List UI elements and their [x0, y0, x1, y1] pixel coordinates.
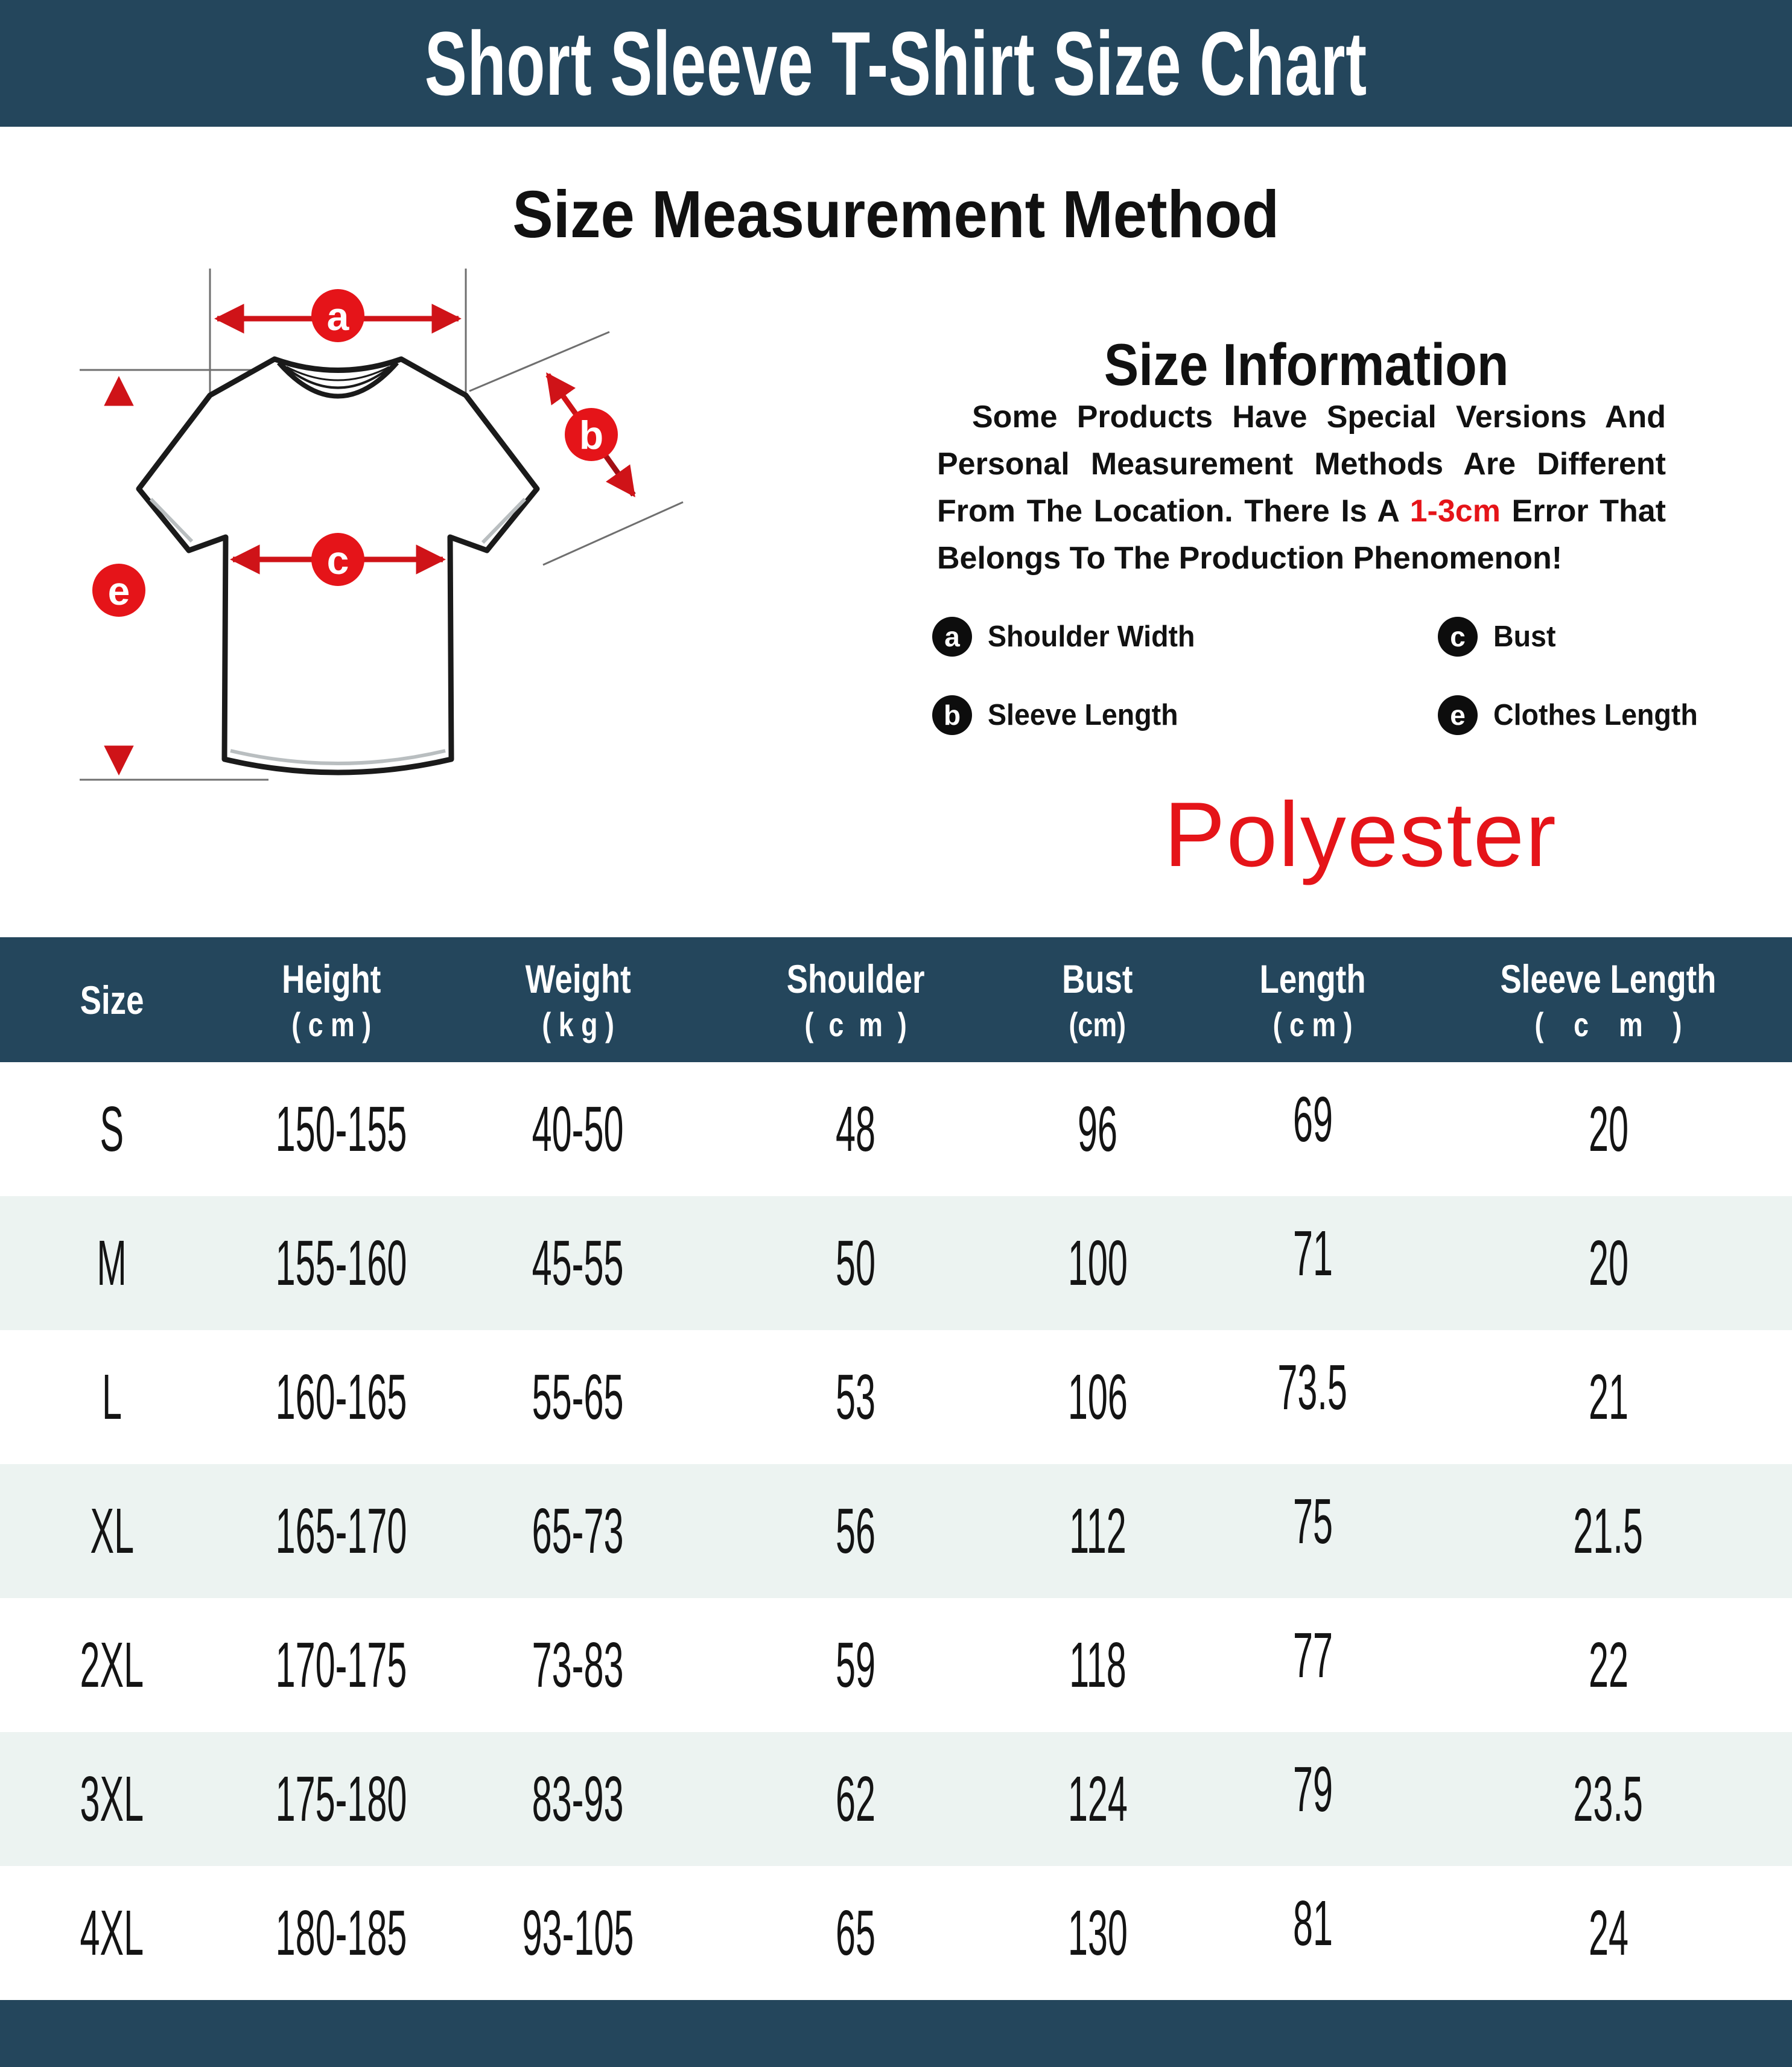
table-cell: 48	[836, 1093, 876, 1165]
table-cell: 50	[836, 1227, 876, 1299]
legend-item-e	[1438, 695, 1709, 735]
table-cell: 83-93	[532, 1763, 624, 1835]
legend-item-c	[1438, 617, 1709, 657]
table-cell: 73.5	[1277, 1351, 1348, 1423]
size-info-heading: Size Information	[1104, 331, 1509, 398]
table-cell: 130	[1067, 1897, 1128, 1969]
table-cell: 2XL	[80, 1629, 144, 1701]
table-cell: 20	[1588, 1227, 1628, 1299]
marker-e-letter: e	[107, 569, 130, 613]
table-row	[0, 1464, 1792, 1598]
header-band	[0, 0, 1792, 127]
table-cell: 23.5	[1573, 1763, 1644, 1835]
legend-label-a: Shoulder Width	[988, 620, 1195, 653]
marker-a-letter: a	[326, 294, 349, 339]
table-cell: 4XL	[80, 1897, 144, 1969]
table-cell: 3XL	[80, 1763, 144, 1835]
table-row	[0, 1866, 1792, 2000]
table-cell: 75	[1292, 1485, 1333, 1557]
table-cell: 160-165	[275, 1361, 407, 1433]
tshirt-diagram	[0, 229, 724, 869]
table-cell: 65	[836, 1897, 876, 1969]
table-cell: 53	[836, 1361, 876, 1433]
legend-key-a: a	[932, 617, 972, 657]
table-cell: 40-50	[532, 1093, 624, 1165]
size-table-body	[0, 1062, 1792, 2000]
table-row	[0, 1196, 1792, 1330]
legend-label-b: Sleeve Length	[988, 699, 1178, 731]
paragraph-line: Some Products Have Special Versions And	[972, 400, 1666, 435]
legend-label-e: Clothes Length	[1493, 699, 1698, 731]
table-cell: S	[100, 1093, 124, 1165]
legend-item-a	[932, 617, 1438, 657]
footer-band	[0, 2000, 1792, 2067]
paragraph-line: Personal Measurement Methods Are Different	[937, 447, 1666, 482]
marker-b-letter: b	[579, 413, 604, 457]
table-cell: 155-160	[275, 1227, 407, 1299]
table-cell: 106	[1067, 1361, 1128, 1433]
marker-c-letter: c	[326, 538, 349, 582]
size-table-header	[0, 937, 1792, 1062]
table-cell: 175-180	[275, 1763, 407, 1835]
size-table	[0, 937, 1792, 2000]
table-cell: 24	[1588, 1897, 1628, 1969]
col-header-height: Height ( c m )	[282, 956, 381, 1043]
table-cell: 81	[1292, 1887, 1333, 1959]
table-cell: L	[102, 1361, 122, 1433]
table-cell: 118	[1069, 1629, 1126, 1701]
table-row	[0, 1732, 1792, 1866]
table-cell: M	[97, 1227, 127, 1299]
table-cell: 77	[1292, 1619, 1333, 1691]
table-cell: 165-170	[275, 1495, 407, 1567]
table-row	[0, 1330, 1792, 1464]
table-cell: 73-83	[532, 1629, 624, 1701]
legend-key-c: c	[1438, 617, 1478, 657]
measurement-legend	[932, 617, 1709, 735]
table-cell: 45-55	[532, 1227, 624, 1299]
col-header-sleeve-length: Sleeve Length ( c m )	[1500, 956, 1717, 1043]
table-cell: 100	[1067, 1227, 1128, 1299]
table-cell: 69	[1292, 1083, 1333, 1155]
table-cell: 112	[1069, 1495, 1126, 1567]
table-cell: 93-105	[522, 1897, 634, 1969]
table-cell: 79	[1292, 1753, 1333, 1825]
col-header-size: Size	[80, 977, 144, 1022]
legend-item-b	[932, 695, 1438, 735]
page-title: Short Sleeve T-Shirt Size Chart	[424, 12, 1368, 114]
table-cell: 65-73	[532, 1495, 624, 1567]
table-cell: 170-175	[275, 1629, 407, 1701]
table-cell: 21.5	[1573, 1495, 1644, 1567]
material-label: Polyester	[1164, 783, 1557, 886]
error-range-highlight: 1-3cm	[1409, 494, 1501, 529]
table-cell: 62	[836, 1763, 876, 1835]
col-header-weight: Weight ( k g )	[525, 956, 631, 1043]
legend-key-b: b	[932, 695, 972, 735]
col-header-shoulder: Shoulder ( c m )	[786, 956, 925, 1043]
table-cell: 150-155	[275, 1093, 407, 1165]
table-cell: 55-65	[532, 1361, 624, 1433]
table-cell: 20	[1588, 1093, 1628, 1165]
table-cell: 22	[1588, 1629, 1628, 1701]
size-info-paragraph	[937, 393, 1666, 582]
table-cell: 56	[836, 1495, 876, 1567]
table-cell: 96	[1078, 1093, 1118, 1165]
method-heading: Size Measurement Method	[512, 177, 1280, 252]
table-cell: XL	[90, 1495, 134, 1567]
paragraph-line: Belongs To The Production Phenomenon!	[937, 541, 1563, 576]
paragraph-line: From The Location. There Is A 1-3cm Error That	[937, 494, 1666, 529]
table-cell: 180-185	[275, 1897, 407, 1969]
table-row	[0, 1598, 1792, 1732]
table-cell: 71	[1292, 1217, 1333, 1289]
legend-label-c: Bust	[1493, 620, 1556, 653]
table-cell: 124	[1067, 1763, 1128, 1835]
table-cell: 21	[1588, 1361, 1628, 1433]
table-cell: 59	[836, 1629, 876, 1701]
col-header-bust: Bust (cm)	[1062, 956, 1133, 1043]
legend-key-e: e	[1438, 695, 1478, 735]
col-header-length: Length ( c m )	[1259, 956, 1366, 1043]
table-row	[0, 1062, 1792, 1196]
